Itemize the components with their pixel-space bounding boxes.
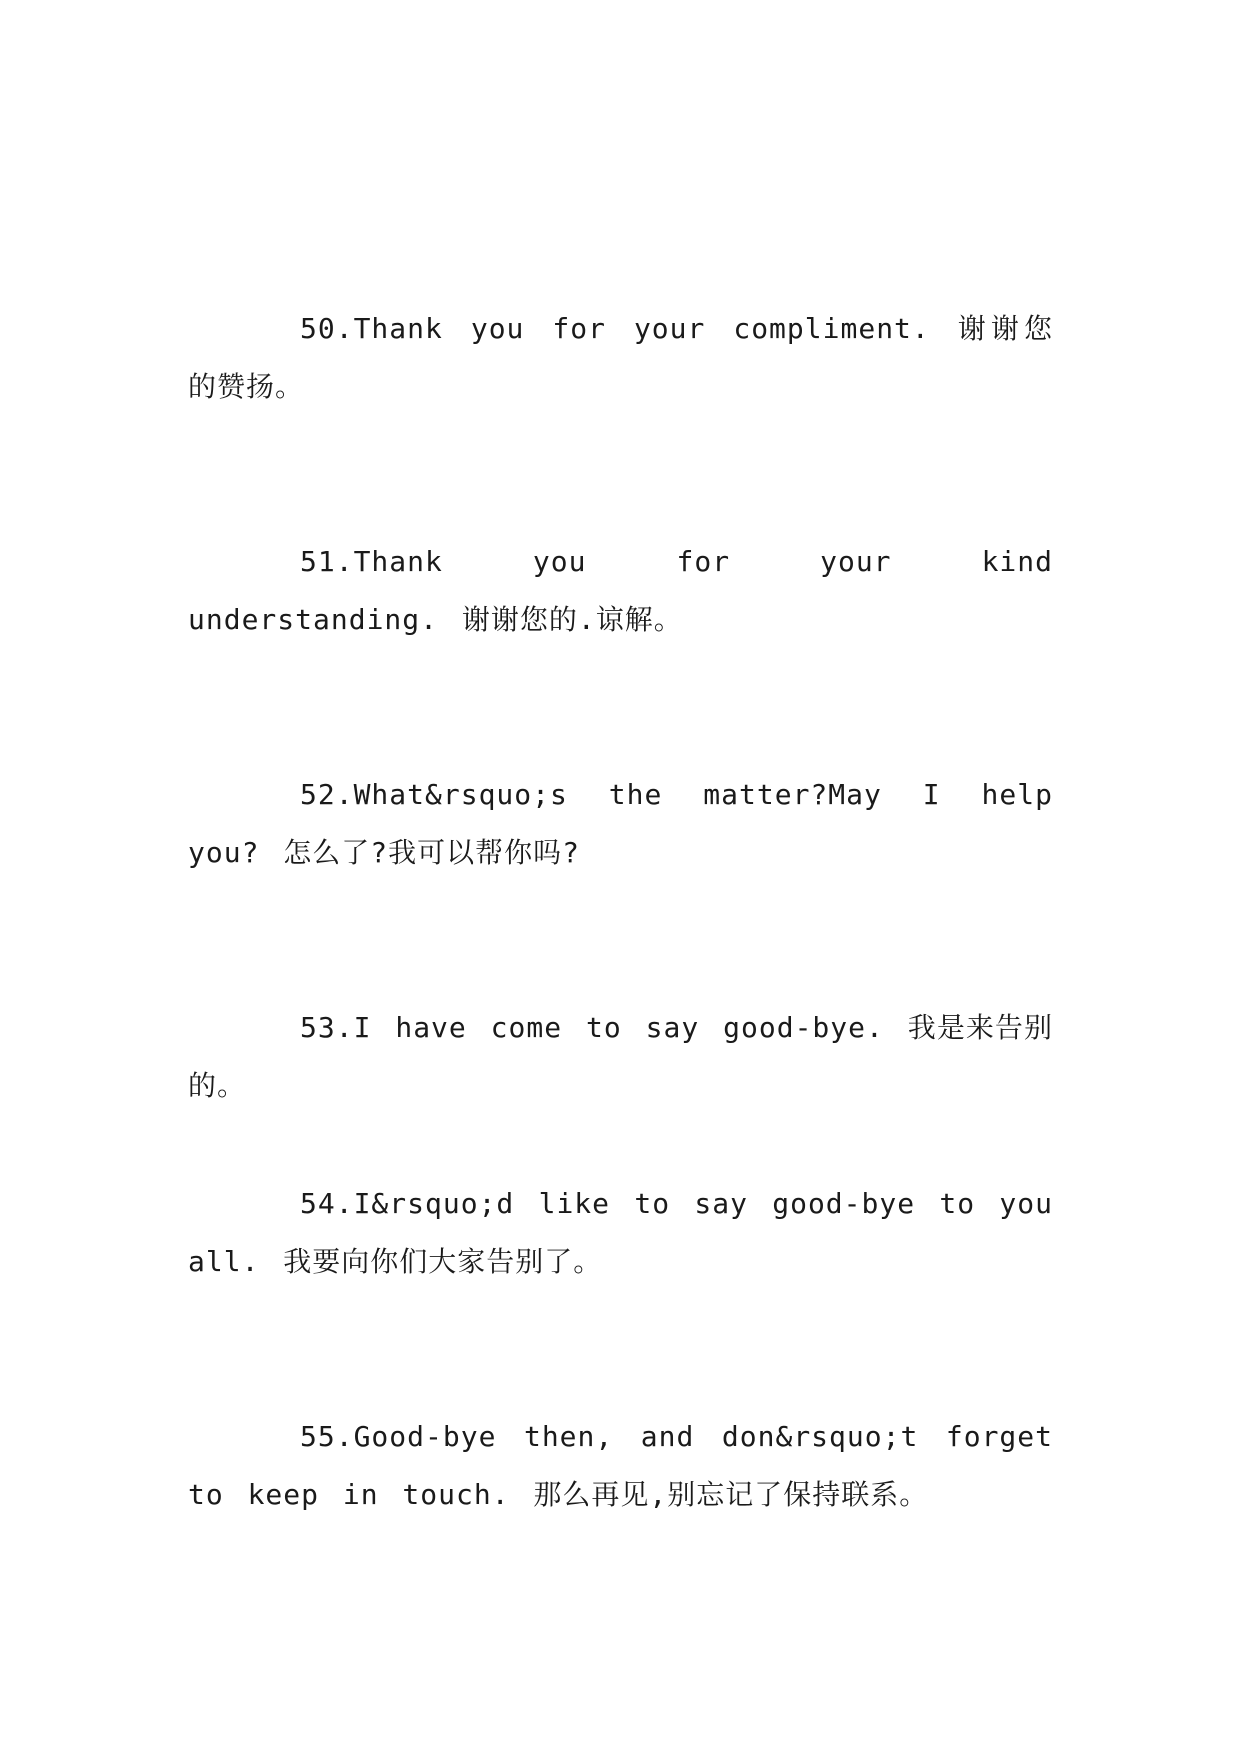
paragraph-50: 50.Thank you for your compliment. 谢谢您的赞扬。 xyxy=(188,312,1053,403)
paragraph-54: 54.I&rsquo;d like to say good-bye to you all. 我要向你们大家告别了。 xyxy=(188,1187,1053,1278)
paragraph-55: 55.Good-bye then, and don&rsquo;t forget to keep in touch. 那么再见,别忘记了保持联系。 xyxy=(188,1420,1053,1511)
paragraph-51: 51.Thank you for your kind understanding. 谢谢您的.谅解。 xyxy=(188,545,1053,636)
paragraph-53: 53.I have come to say good-bye. 我是来告别的。 xyxy=(188,1011,1053,1102)
paragraph-52: 52.What&rsquo;s the matter?May I help you? 怎么了?我可以帮你吗? xyxy=(188,778,1053,869)
